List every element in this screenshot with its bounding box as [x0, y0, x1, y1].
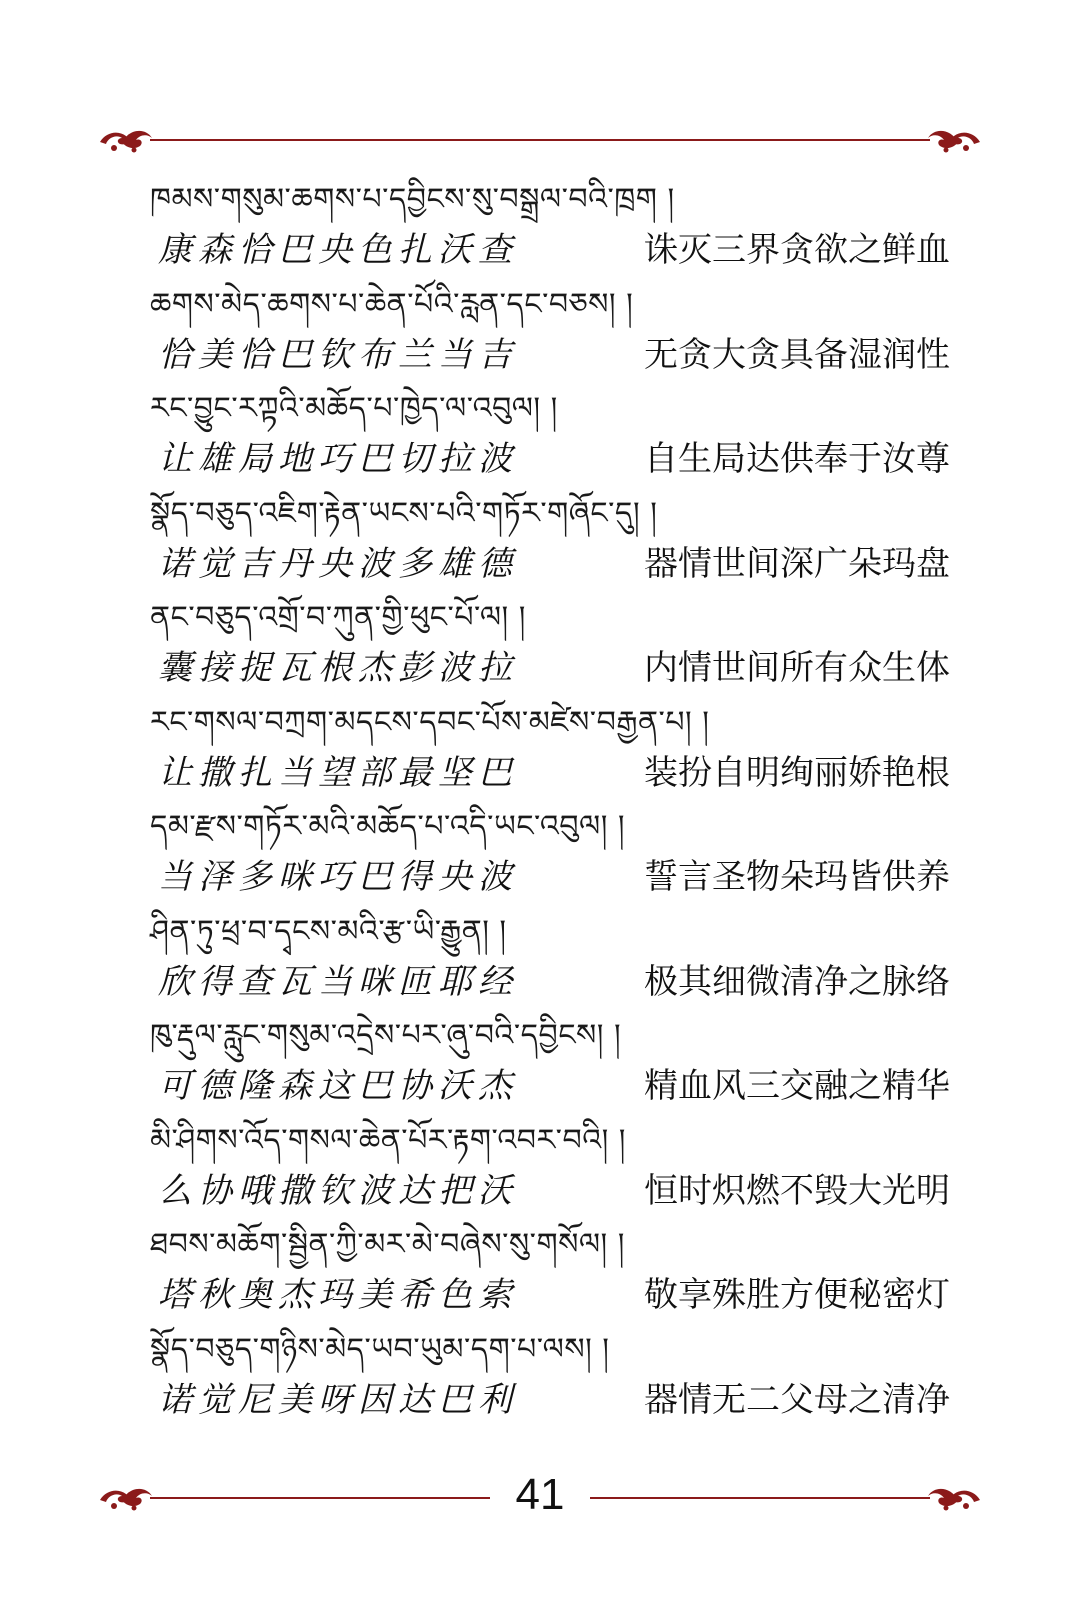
transliteration-line: 让雄局地巧巴切拉波 — [158, 439, 518, 479]
transliteration-line: 当泽多咪巧巴得央波 — [158, 857, 518, 897]
tibetan-line: མི་ཤིགས་འོད་གསལ་ཆེན་པོར་རྟག་འབར་བའི། ། — [150, 1122, 626, 1158]
chinese-translation: 装扮自明绚丽娇艳根 — [644, 752, 950, 793]
transliteration-line: 让撒扎当望部最坚巴 — [158, 752, 518, 793]
transliteration-line: 么协哦撒钦波达把沃 — [158, 1170, 518, 1211]
right-scroll-ornament-icon — [928, 131, 980, 153]
transliteration-line: 可德隆森这巴协沃杰 — [158, 1066, 518, 1106]
chinese-translation: 无贪大贪具备湿润性 — [644, 334, 950, 375]
left-scroll-ornament-icon — [100, 1489, 152, 1511]
chinese-translation: 敬享殊胜方便秘密灯 — [644, 1275, 950, 1315]
chinese-translation: 极其细微清净之脉络 — [644, 961, 950, 1002]
tibetan-line: རང་གསལ་བཀྲག་མདངས་དབང་པོས་མཛེས་བརྒྱན་པ། ། — [150, 704, 710, 740]
left-scroll-ornament-icon — [100, 131, 152, 153]
chinese-translation: 自生局达供奉于汝尊 — [644, 439, 950, 479]
tibetan-line: ནང་བཅུད་འགྲོ་བ་ཀུན་གྱི་ཕུང་པོ་ལ། ། — [150, 600, 526, 635]
verse-10 — [150, 1117, 950, 1222]
chinese-translation: 诛灭三界贪欲之鲜血 — [644, 230, 950, 270]
verse-6 — [150, 699, 950, 804]
tibetan-line: རང་བྱུང་རཀྟའི་མཆོད་པ་ཁྱེད་ལ་འབུལ། ། — [150, 391, 558, 426]
tibetan-line: སྣོད་བཅུད་འཇིག་རྟེན་ཡངས་པའི་གཏོར་གཞོང་དུ། ། — [150, 495, 658, 531]
transliteration-line: 恰美恰巴钦布兰当吉 — [158, 334, 518, 375]
tibetan-line: ཁམས་གསུམ་ཆགས་པ་དབྱིངས་སུ་བསྒྲལ་བའི་ཁྲག ། — [150, 182, 675, 217]
chinese-translation: 誓言圣物朵玛皆供养 — [644, 857, 950, 897]
transliteration-line: 诺觉尼美呀因达巴利 — [158, 1379, 518, 1420]
chinese-translation: 内情世间所有众生体 — [644, 648, 950, 688]
transliteration-line: 诺觉吉丹央波多雄德 — [158, 543, 518, 584]
tibetan-line: དམ་རྫས་གཏོར་མའི་མཆོད་པ་འདི་ཡང་འབུལ། ། — [150, 809, 626, 844]
transliteration-line: 囊接捉瓦根杰彭波拉 — [158, 648, 518, 688]
verse-3 — [150, 385, 950, 490]
verse-11 — [150, 1221, 950, 1326]
chinese-translation: 恒时炽燃不毁大光明 — [644, 1170, 950, 1211]
transliteration-line: 塔秋奥杰玛美希色索 — [158, 1275, 518, 1315]
chinese-translation: 精血风三交融之精华 — [644, 1066, 950, 1106]
page-number: 41 — [490, 1470, 590, 1520]
chinese-translation: 器情无二父母之清净 — [644, 1379, 950, 1420]
verse-7 — [150, 803, 950, 908]
verse-9 — [150, 1012, 950, 1117]
tibetan-line: ཐབས་མཆོག་སྦྱིན་ཀྱི་མར་མེ་བཞེས་སུ་གསོལ། ། — [150, 1227, 625, 1262]
top-ornament-rule — [100, 118, 980, 158]
tibetan-line: ཁུ་རྡུལ་རླུང་གསུམ་འདྲེས་པར་ཞུ་བའི་དབྱིངས། ། — [150, 1018, 622, 1053]
tibetan-line: ཆགས་མེད་ཆགས་པ་ཆེན་པོའི་རླན་དང་བཅས། ། — [150, 286, 634, 322]
verse-12 — [150, 1326, 950, 1431]
tibetan-line: ཤིན་ཏུ་ཕྲ་བ་དྭངས་མའི་རྩ་ཡི་རྒྱུན། ། — [150, 913, 507, 949]
transliteration-line: 欣得查瓦当咪匝耶经 — [158, 961, 518, 1002]
verse-1 — [150, 176, 950, 281]
tibetan-line: སྣོད་བཅུད་གཉིས་མེད་ཡབ་ཡུམ་དག་པ་ལས། ། — [150, 1331, 610, 1367]
verse-4 — [150, 490, 950, 595]
transliteration-line: 康森恰巴央色扎沃查 — [158, 230, 518, 270]
chinese-translation: 器情世间深广朵玛盘 — [644, 543, 950, 584]
right-scroll-ornament-icon — [928, 1489, 980, 1511]
verse-list — [150, 176, 950, 1430]
verse-8 — [150, 908, 950, 1013]
verse-5 — [150, 594, 950, 699]
verse-2 — [150, 281, 950, 386]
